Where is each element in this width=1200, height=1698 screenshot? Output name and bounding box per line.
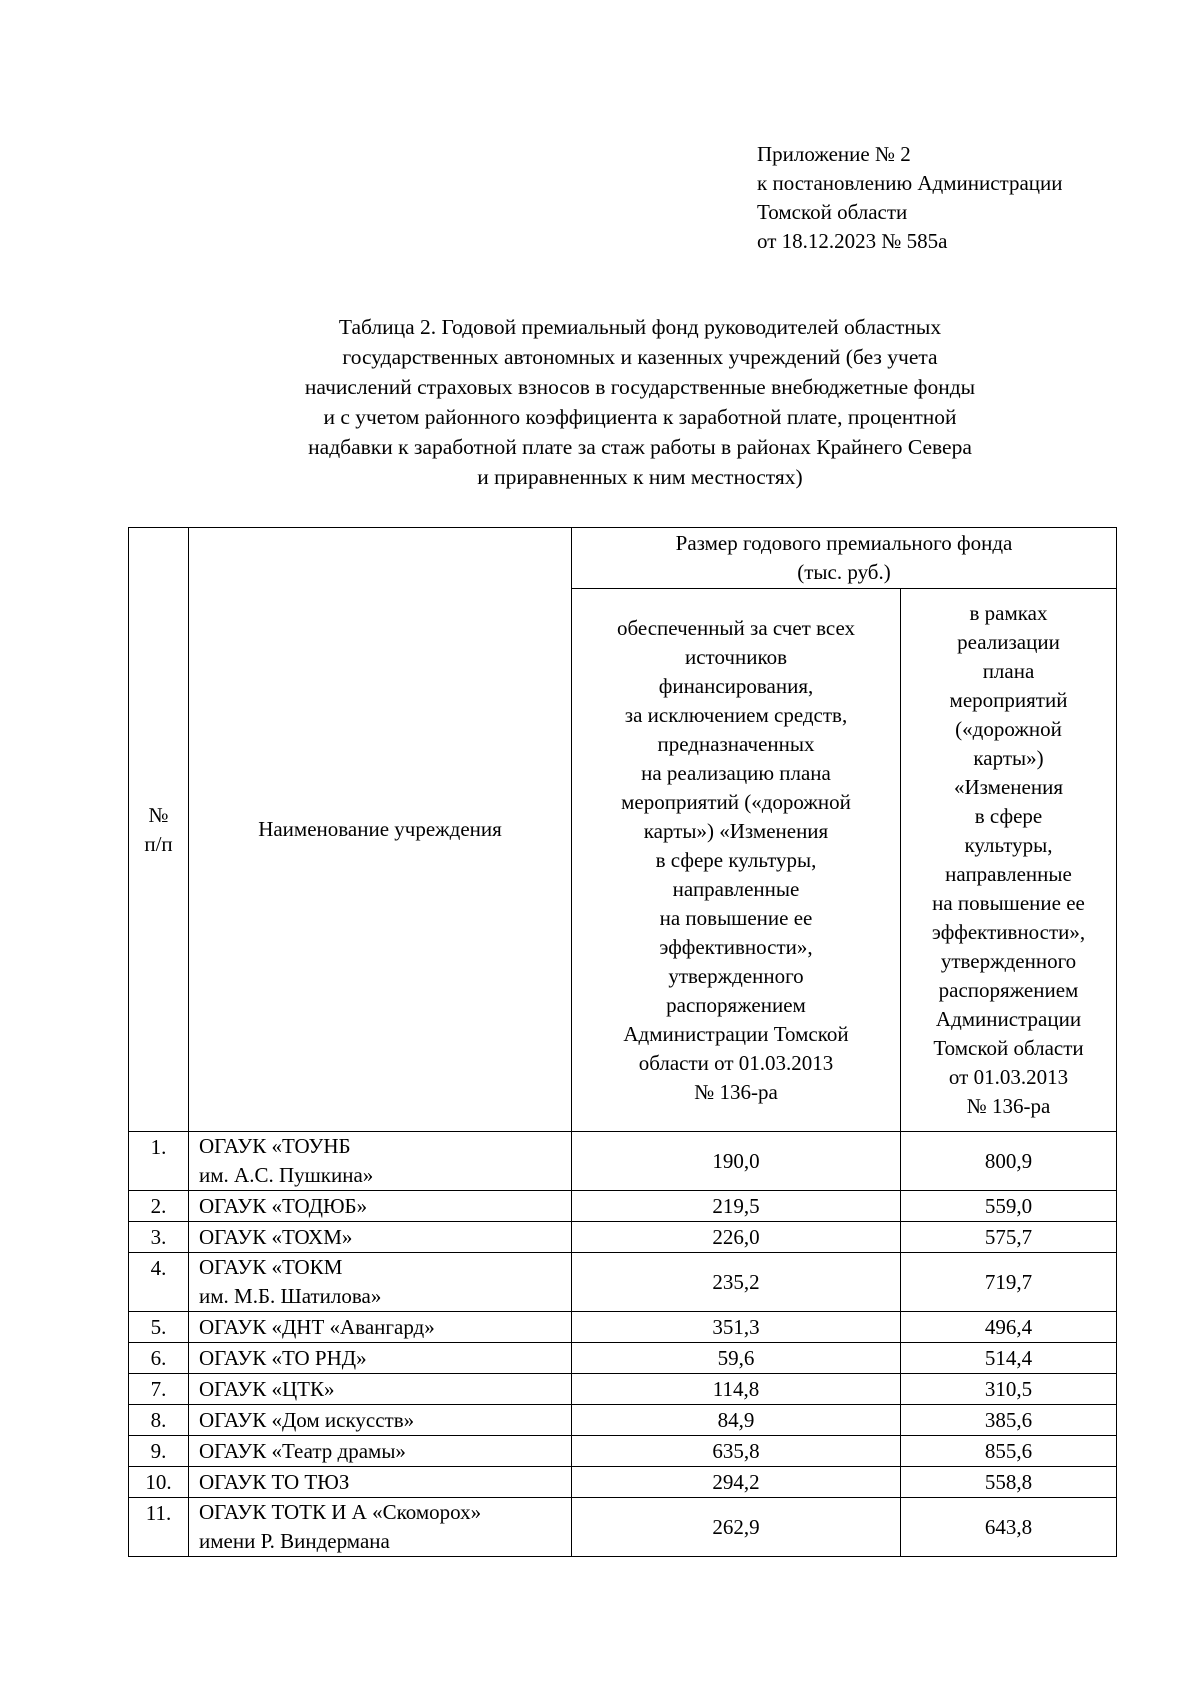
table-body <box>129 1132 1117 1557</box>
institution-name-line: ОГАУК «Театр драмы» <box>199 1438 406 1463</box>
institution-name <box>189 1374 572 1405</box>
fund-roadmap: 855,6 <box>901 1436 1117 1467</box>
fund-roadmap: 643,8 <box>901 1498 1117 1557</box>
institution-name <box>189 1312 572 1343</box>
table-row <box>129 1253 1117 1312</box>
title-line: и с учетом районного коэффициента к заработной плате, процентной <box>323 405 957 429</box>
appendix-line: к постановлению Администрации <box>757 171 1063 195</box>
row-number: 2. <box>129 1191 189 1222</box>
fund-roadmap: 800,9 <box>901 1132 1117 1191</box>
bonus-fund-table <box>128 527 1117 1557</box>
fund-roadmap: 575,7 <box>901 1222 1117 1253</box>
institution-name-line: им. М.Б. Шатилова» <box>199 1284 382 1308</box>
row-number: 4. <box>129 1253 189 1312</box>
row-number: 3. <box>129 1222 189 1253</box>
row-number: 5. <box>129 1312 189 1343</box>
table-row <box>129 1222 1117 1253</box>
institution-name-line: ОГАУК «ДНТ «Авангард» <box>199 1314 435 1339</box>
fund-all-sources: 219,5 <box>572 1191 901 1222</box>
appendix-line: Приложение № 2 <box>757 142 911 166</box>
institution-name-line: ОГАУК «ТО РНД» <box>199 1345 367 1370</box>
fund-all-sources: 635,8 <box>572 1436 901 1467</box>
table-row <box>129 1374 1117 1405</box>
fund-all-sources: 262,9 <box>572 1498 901 1557</box>
table-row <box>129 1498 1117 1557</box>
title-line: Таблица 2. Годовой премиальный фонд руководителей областных <box>338 315 942 339</box>
table-row <box>129 1405 1117 1436</box>
institution-name-line: ОГАУК ТОТК И А «Скоморох» <box>199 1500 482 1524</box>
fund-all-sources: 226,0 <box>572 1222 901 1253</box>
institution-name-line: ОГАУК «ТОУНБ <box>199 1134 351 1158</box>
fund-all-sources: 190,0 <box>572 1132 901 1191</box>
fund-roadmap: 496,4 <box>901 1312 1117 1343</box>
fund-roadmap: 514,4 <box>901 1343 1117 1374</box>
institution-name-line: ОГАУК «ТОДЮБ» <box>199 1193 368 1218</box>
title-line: надбавки к заработной плате за стаж работы в районах Крайнего Севера <box>308 435 972 459</box>
header-name: Наименование учреждения <box>189 528 572 1132</box>
table-row <box>129 1191 1117 1222</box>
table-row <box>129 1343 1117 1374</box>
row-number: 6. <box>129 1343 189 1374</box>
institution-name <box>189 1253 572 1312</box>
table-row <box>129 1132 1117 1191</box>
fund-roadmap: 310,5 <box>901 1374 1117 1405</box>
title-line: начислений страховых взносов в государственные внебюджетные фонды <box>304 375 976 399</box>
fund-roadmap: 385,6 <box>901 1405 1117 1436</box>
institution-name-line: имени Р. Виндермана <box>199 1529 390 1553</box>
appendix-line: от 18.12.2023 № 585а <box>757 229 948 253</box>
institution-name-line: ОГАУК «ТОХМ» <box>199 1224 353 1249</box>
fund-roadmap: 719,7 <box>901 1253 1117 1312</box>
fund-all-sources: 84,9 <box>572 1405 901 1436</box>
institution-name <box>189 1343 572 1374</box>
table-header <box>129 528 1117 1132</box>
institution-name <box>189 1132 572 1191</box>
fund-all-sources: 59,6 <box>572 1343 901 1374</box>
fund-roadmap: 559,0 <box>901 1191 1117 1222</box>
row-number: 10. <box>129 1467 189 1498</box>
institution-name-line: ОГАУК «ЦТК» <box>199 1376 335 1401</box>
institution-name <box>189 1467 572 1498</box>
row-number: 7. <box>129 1374 189 1405</box>
institution-name-line: ОГАУК «Дом искусств» <box>199 1407 415 1432</box>
institution-name-line: ОГАУК «ТОКМ <box>199 1255 343 1279</box>
institution-name <box>189 1405 572 1436</box>
table-row <box>129 1467 1117 1498</box>
appendix-line: Томской области <box>757 200 908 224</box>
fund-roadmap: 558,8 <box>901 1467 1117 1498</box>
fund-all-sources: 351,3 <box>572 1312 901 1343</box>
header-num: № п/п <box>129 528 189 1132</box>
row-number: 1. <box>129 1132 189 1191</box>
fund-all-sources: 235,2 <box>572 1253 901 1312</box>
table-row <box>129 1312 1117 1343</box>
row-number: 9. <box>129 1436 189 1467</box>
table-row <box>129 1436 1117 1467</box>
institution-name-line: им. А.С. Пушкина» <box>199 1163 374 1187</box>
header-col-a: обеспеченный за счет всех источников финансирования, за исключением средств, предназначенных на реализацию плана мероприятий («дорожной карты») «Изменения в сфере культуры, направленные на повышение ее эффективности», утвержденного распоряжением Администрации Томской области от 01.03.2013 № 136-ра <box>572 589 901 1132</box>
row-number: 11. <box>129 1498 189 1557</box>
header-fund-size: Размер годового премиального фонда (тыс. руб.) <box>572 528 1117 589</box>
institution-name <box>189 1191 572 1222</box>
fund-all-sources: 294,2 <box>572 1467 901 1498</box>
title-line: государственных автономных и казенных учреждений (без учета <box>342 345 938 369</box>
institution-name-line: ОГАУК ТО ТЮЗ <box>199 1469 350 1494</box>
title-line: и приравненных к ним местностях) <box>477 465 803 489</box>
institution-name <box>189 1222 572 1253</box>
header-col-b: в рамках реализации плана мероприятий («дорожной карты») «Изменения в сфере культуры, направленные на повышение ее эффективности», утвержденного распоряжением Администрации Томской области от 01.03.2013 № 136-ра <box>901 589 1117 1132</box>
row-number: 8. <box>129 1405 189 1436</box>
institution-name <box>189 1498 572 1557</box>
fund-all-sources: 114,8 <box>572 1374 901 1405</box>
institution-name <box>189 1436 572 1467</box>
appendix-block <box>757 140 1177 256</box>
table-title <box>160 312 1120 492</box>
